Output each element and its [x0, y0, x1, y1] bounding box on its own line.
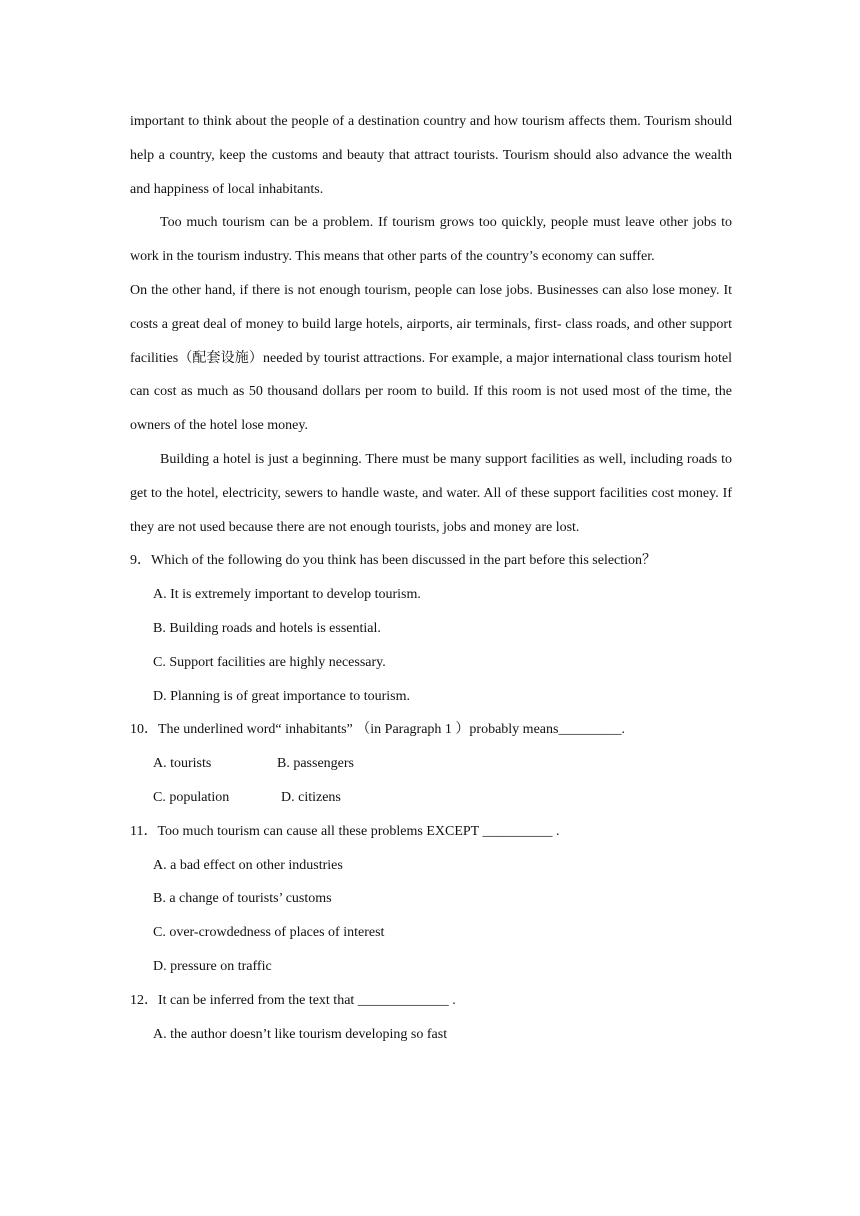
question-11-option-b: B. a change of tourists’ customs — [153, 891, 332, 907]
question-10-stem: 10．The underlined word“ inhabitants” （in Paragraph 1 ）probably means_________. — [130, 722, 625, 738]
question-10-option-c: C. population — [153, 789, 230, 805]
passage-paragraph-2: Too much tourism can be a problem. If tourism grows too quickly, people must leave other jobs to work in the tourism industry. This means that other parts of the country’s economy can suffer. — [130, 215, 732, 265]
question-10-option-b: B. passengers — [277, 756, 354, 772]
question-9-stem: 9．Which of the following do you think has been discussed in the part before this selection？ — [130, 553, 657, 569]
question-10-options-row-1 — [130, 747, 732, 781]
question-10-option-a: A. tourists — [153, 756, 212, 772]
question-9-option-a: A. It is extremely important to develop tourism. — [153, 587, 421, 603]
question-11-option-c: C. over-crowdedness of places of interest — [153, 925, 385, 941]
passage-paragraph-4: Building a hotel is just a beginning. There must be many support facilities as well, including roads to get to the hotel, electricity, sewers to handle waste, and water. All of these support facilities cost money. If they are not used because there are not enough tourists, jobs and money are lost. — [130, 451, 732, 535]
question-12-stem: 12．It can be inferred from the text that _____________ . — [130, 992, 456, 1008]
question-11-option-a: A. a bad effect on other industries — [153, 857, 343, 873]
passage-paragraph-3: On the other hand, if there is not enough tourism, people can lose jobs. Businesses can also lose money. It costs a great deal of money to build large hotels, airports, air terminals, first- class roads, and other support facilities（配套设施）needed by tourist attractions. For example, a major international class tourism hotel can cost as much as 50 thousand dollars per room to build. If this room is not used most of the time, the owners of the hotel lose money. — [130, 282, 732, 434]
question-9-option-b: B. Building roads and hotels is essential. — [153, 620, 381, 636]
question-12-option-a: A. the author doesn’t like tourism developing so fast — [153, 1026, 448, 1042]
question-9-option-c: C. Support facilities are highly necessary. — [153, 654, 386, 670]
document-content — [130, 105, 732, 1051]
question-10-option-d: D. citizens — [281, 789, 341, 805]
question-11-stem: 11．Too much tourism can cause all these problems EXCEPT __________ . — [130, 823, 560, 839]
question-11-option-d: D. pressure on traffic — [153, 958, 272, 974]
passage-paragraph-1: important to think about the people of a destination country and how tourism affects them. Tourism should help a country, keep the customs and beauty that attract tourists. Tourism should also advance the wealth and happiness of local inhabitants. — [130, 114, 732, 197]
question-9-option-d: D. Planning is of great importance to tourism. — [153, 688, 411, 704]
question-10-options-row-2 — [130, 781, 732, 815]
